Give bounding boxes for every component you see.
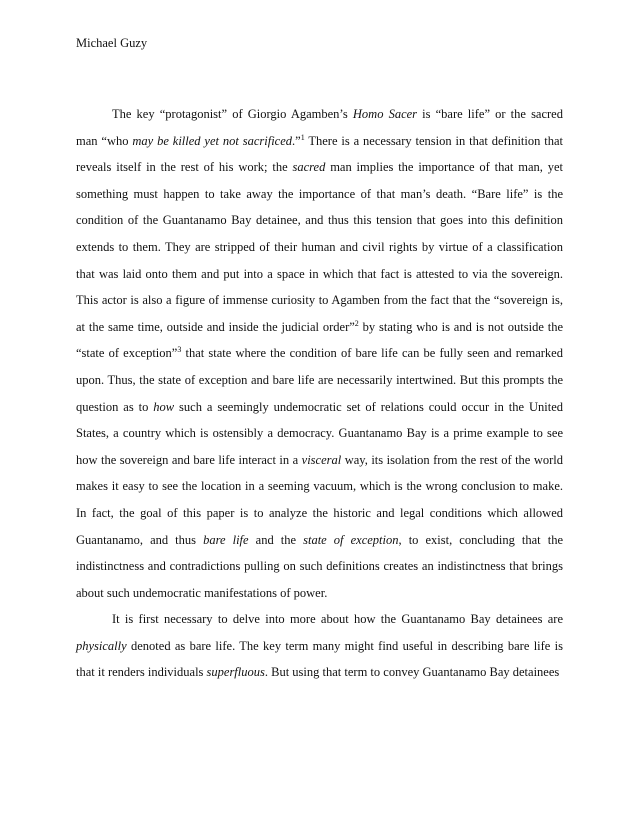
text-run: that was laid onto them and put into a space in which that fact is attested to via the sovereign.	[76, 266, 563, 281]
paragraph	[76, 101, 563, 606]
italic-text: Homo Sacer	[352, 107, 418, 121]
text-run: by stating who is and is not outside the	[358, 319, 564, 334]
text-run: “state of exception”	[76, 346, 178, 361]
text-run: and the	[248, 532, 304, 547]
text-run: about such undemocratic manifestations of power.	[76, 585, 328, 600]
text-line	[76, 580, 563, 607]
text-line	[76, 633, 563, 660]
text-line	[76, 394, 563, 421]
text-line	[76, 261, 563, 288]
text-run: how the sovereign and bare life interact in a	[76, 452, 302, 467]
footnote-ref: 3	[177, 345, 182, 355]
footnote-ref: 2	[354, 318, 359, 328]
text-run: .”	[292, 133, 301, 148]
text-run: States, a country which is ostensibly a democracy. Guantanamo Bay is a prime example to see	[76, 426, 563, 441]
text-line	[76, 473, 563, 500]
text-line	[76, 234, 563, 261]
italic-text: may be killed yet not sacrificed	[132, 133, 293, 148]
text-line	[76, 420, 563, 447]
text-run: man implies the importance of that man, yet	[325, 160, 563, 175]
text-run: at the same time, outside and inside the judicial order”	[76, 319, 355, 334]
text-run: way, its isolation from the rest of the world	[341, 452, 563, 467]
text-run: condition of the Guantanamo Bay detainee, and thus this tension that goes into this definition	[76, 213, 563, 228]
text-line	[76, 659, 563, 686]
text-run: upon. Thus, the state of exception and bare life are necessarily intertwined. But this prompts the	[76, 372, 563, 387]
text-line	[76, 447, 563, 474]
italic-text: physically	[76, 638, 127, 653]
text-run: There is a necessary tension in that definition that	[304, 133, 563, 148]
footnote-ref: 1	[300, 132, 305, 142]
italic-text: superfluous	[206, 665, 265, 680]
text-run: that state where the condition of bare life can be fully seen and remarked	[181, 346, 563, 361]
italic-text: how	[153, 399, 175, 414]
text-line	[76, 553, 563, 580]
text-line	[76, 287, 563, 314]
text-run: such a seemingly undemocratic set of relations could occur in the United	[174, 399, 563, 414]
italic-text: visceral	[301, 452, 342, 467]
text-run: , to exist, concluding that the	[398, 532, 563, 547]
paragraph	[76, 606, 563, 686]
text-line	[76, 500, 563, 527]
text-run: extends to them. They are stripped of their human and civil rights by virtue of a classification	[76, 239, 563, 254]
text-line	[76, 101, 563, 128]
text-run: question as to	[76, 399, 154, 414]
text-run: denoted as bare life. The key term many might find useful in describing bare life is	[126, 638, 563, 653]
text-line	[76, 314, 563, 341]
text-line	[76, 367, 563, 394]
text-line	[76, 128, 563, 155]
text-run: indistinctness and contradictions pulling on such definitions creates an indistinctness that brings	[76, 559, 563, 574]
italic-text: state of exception	[303, 532, 399, 547]
text-line	[76, 606, 563, 633]
text-line	[76, 181, 563, 208]
text-run: Guantanamo, and thus	[76, 532, 204, 547]
text-run: man “who	[76, 133, 133, 148]
text-line	[76, 154, 563, 181]
italic-text: bare life	[203, 532, 249, 547]
text-run: reveals itself in the rest of his work; the	[76, 160, 293, 175]
italic-text: sacred	[292, 160, 326, 175]
body-text	[76, 101, 563, 686]
text-run: This actor is also a figure of immense curiosity to Agamben from the fact that the “sovereign is,	[76, 293, 563, 308]
text-run: is “bare life” or the sacred	[417, 107, 563, 121]
text-run: that it renders individuals	[76, 665, 207, 680]
author-name: Michael Guzy	[76, 36, 148, 50]
text-run: makes it easy to see the location in a seeming vacuum, which is the wrong conclusion to make.	[76, 479, 563, 494]
text-line	[76, 527, 563, 554]
text-line	[76, 207, 563, 234]
text-run: The key “protagonist” of Giorgio Agamben’s	[112, 107, 353, 121]
text-run: It is first necessary to delve into more about how the Guantanamo Bay detainees are	[112, 612, 563, 627]
text-run: In fact, the goal of this paper is to analyze the historic and legal conditions which allowed	[76, 505, 563, 520]
text-line	[76, 340, 563, 367]
text-run: . But using that term to convey Guantanamo Bay detainees	[264, 665, 560, 680]
text-run: something must happen to take away the importance of that man’s death. “Bare life” is the	[76, 186, 563, 201]
